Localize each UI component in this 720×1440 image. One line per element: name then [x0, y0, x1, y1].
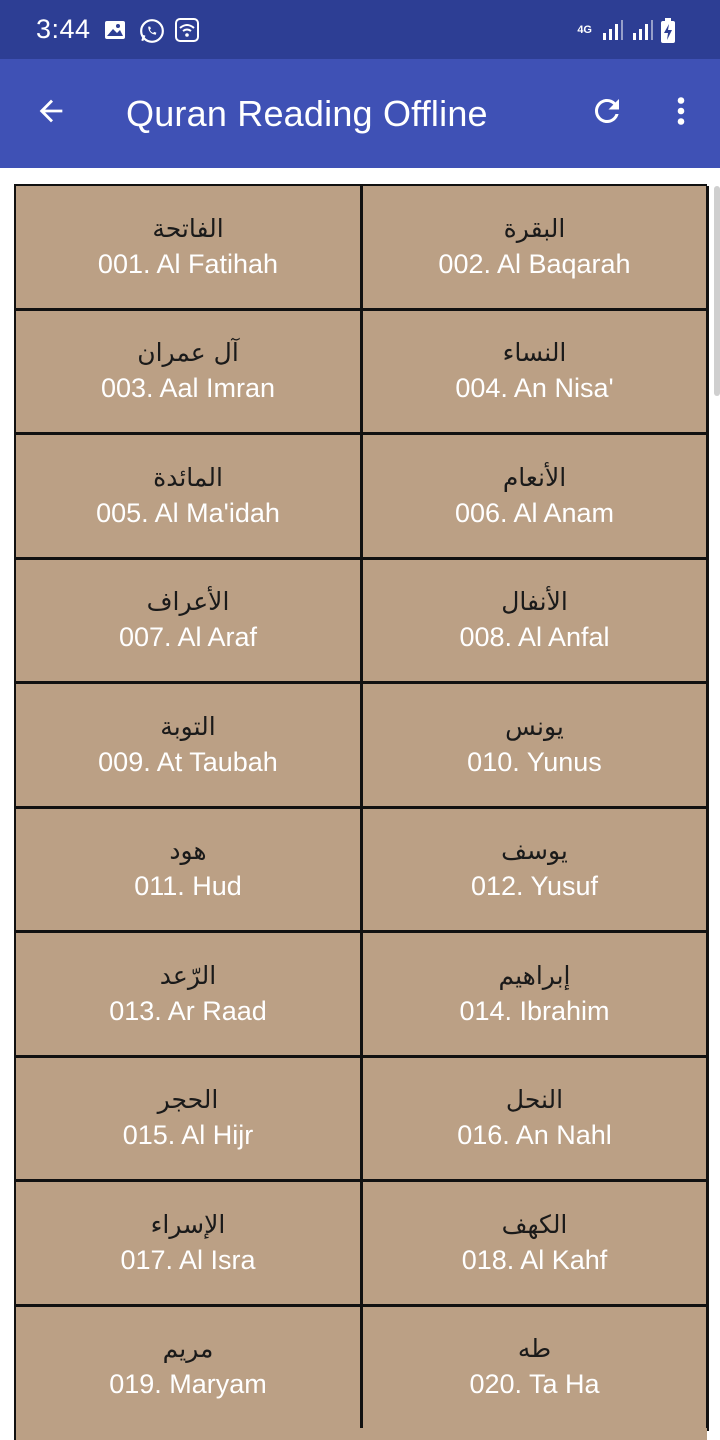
signal-icon	[600, 18, 624, 42]
refresh-icon	[589, 93, 625, 134]
surah-item[interactable]	[363, 186, 709, 311]
wifi-calling-icon	[175, 18, 199, 42]
surah-arabic-name: البقرة	[503, 213, 566, 243]
surah-latin-name: 018. Al Kahf	[461, 1244, 608, 1275]
scrollbar[interactable]	[714, 186, 720, 396]
surah-arabic-name: هود	[169, 836, 207, 866]
surah-item[interactable]	[16, 1307, 363, 1432]
surah-latin-name: 019. Maryam	[109, 1369, 267, 1400]
signal-icon	[630, 18, 654, 42]
surah-arabic-name: الإسراء	[150, 1209, 226, 1239]
surah-item[interactable]	[16, 1058, 363, 1183]
surah-item[interactable]	[363, 435, 709, 560]
surah-item[interactable]	[363, 1307, 709, 1432]
battery-charging-icon	[660, 18, 684, 42]
surah-latin-name: 004. An Nisa'	[455, 373, 614, 404]
next-row-partial	[14, 1428, 707, 1440]
surah-arabic-name: يونس	[505, 711, 564, 741]
surah-arabic-name: الرّعد	[159, 960, 217, 990]
surah-arabic-name: النحل	[505, 1085, 564, 1115]
whatsapp-icon	[139, 18, 163, 42]
surah-item[interactable]	[363, 311, 709, 436]
surah-latin-name: 016. An Nahl	[457, 1120, 612, 1151]
image-icon	[103, 18, 127, 42]
surah-latin-name: 008. Al Anfal	[459, 622, 610, 653]
surah-item[interactable]	[16, 186, 363, 311]
surah-arabic-name: إبراهيم	[498, 960, 571, 990]
network-type-label: 4G	[577, 23, 592, 36]
more-options-button[interactable]	[654, 86, 708, 140]
more-vert-icon	[663, 93, 699, 134]
refresh-button[interactable]	[580, 86, 634, 140]
surah-latin-name: 013. Ar Raad	[109, 995, 267, 1026]
surah-arabic-name: الأنعام	[502, 462, 567, 492]
back-button[interactable]	[24, 86, 78, 140]
surah-arabic-name: النساء	[502, 338, 567, 368]
surah-arabic-name: مريم	[162, 1334, 214, 1364]
surah-latin-name: 009. At Taubah	[98, 746, 278, 777]
surah-item[interactable]	[363, 1058, 709, 1183]
surah-item[interactable]	[363, 933, 709, 1058]
surah-arabic-name: طه	[517, 1334, 552, 1364]
surah-item[interactable]	[16, 1182, 363, 1307]
surah-item[interactable]	[16, 684, 363, 809]
surah-latin-name: 011. Hud	[134, 871, 242, 902]
status-left	[36, 14, 199, 45]
surah-latin-name: 017. Al Isra	[120, 1244, 256, 1275]
surah-latin-name: 002. Al Baqarah	[438, 248, 631, 279]
surah-grid	[14, 184, 707, 1431]
surah-item[interactable]	[16, 560, 363, 685]
surah-latin-name: 015. Al Hijr	[122, 1120, 254, 1151]
surah-arabic-name: آل عمران	[137, 338, 239, 368]
arrow-left-icon	[34, 94, 68, 133]
surah-item[interactable]	[16, 809, 363, 934]
surah-arabic-name: الأعراف	[146, 587, 230, 617]
surah-latin-name: 003. Aal Imran	[100, 373, 276, 404]
surah-latin-name: 020. Ta Ha	[469, 1369, 600, 1400]
surah-item[interactable]	[16, 311, 363, 436]
surah-item[interactable]	[363, 560, 709, 685]
surah-latin-name: 007. Al Araf	[118, 622, 258, 653]
surah-latin-name: 012. Yusuf	[470, 871, 599, 902]
surah-arabic-name: التوبة	[160, 711, 216, 741]
surah-arabic-name: الحجر	[157, 1085, 219, 1115]
surah-arabic-name: الكهف	[501, 1209, 568, 1239]
surah-latin-name: 005. Al Ma'idah	[96, 497, 280, 528]
surah-item[interactable]	[363, 684, 709, 809]
surah-item[interactable]	[363, 809, 709, 934]
surah-latin-name: 001. Al Fatihah	[97, 248, 279, 279]
surah-latin-name: 006. Al Anam	[454, 497, 615, 528]
surah-arabic-name: يوسف	[501, 836, 568, 866]
status-time: 3:44	[36, 14, 91, 44]
surah-arabic-name: الفاتحة	[152, 213, 224, 243]
surah-arabic-name: الأنفال	[501, 587, 568, 617]
app-bar	[0, 59, 720, 168]
surah-item[interactable]	[363, 1182, 709, 1307]
surah-arabic-name: المائدة	[153, 462, 223, 492]
status-bar	[0, 0, 720, 59]
page-title: Quran Reading Offline	[126, 93, 488, 134]
surah-item[interactable]	[16, 933, 363, 1058]
status-right	[577, 18, 684, 42]
surah-latin-name: 014. Ibrahim	[459, 995, 610, 1026]
surah-latin-name: 010. Yunus	[467, 746, 602, 777]
surah-item[interactable]	[16, 435, 363, 560]
